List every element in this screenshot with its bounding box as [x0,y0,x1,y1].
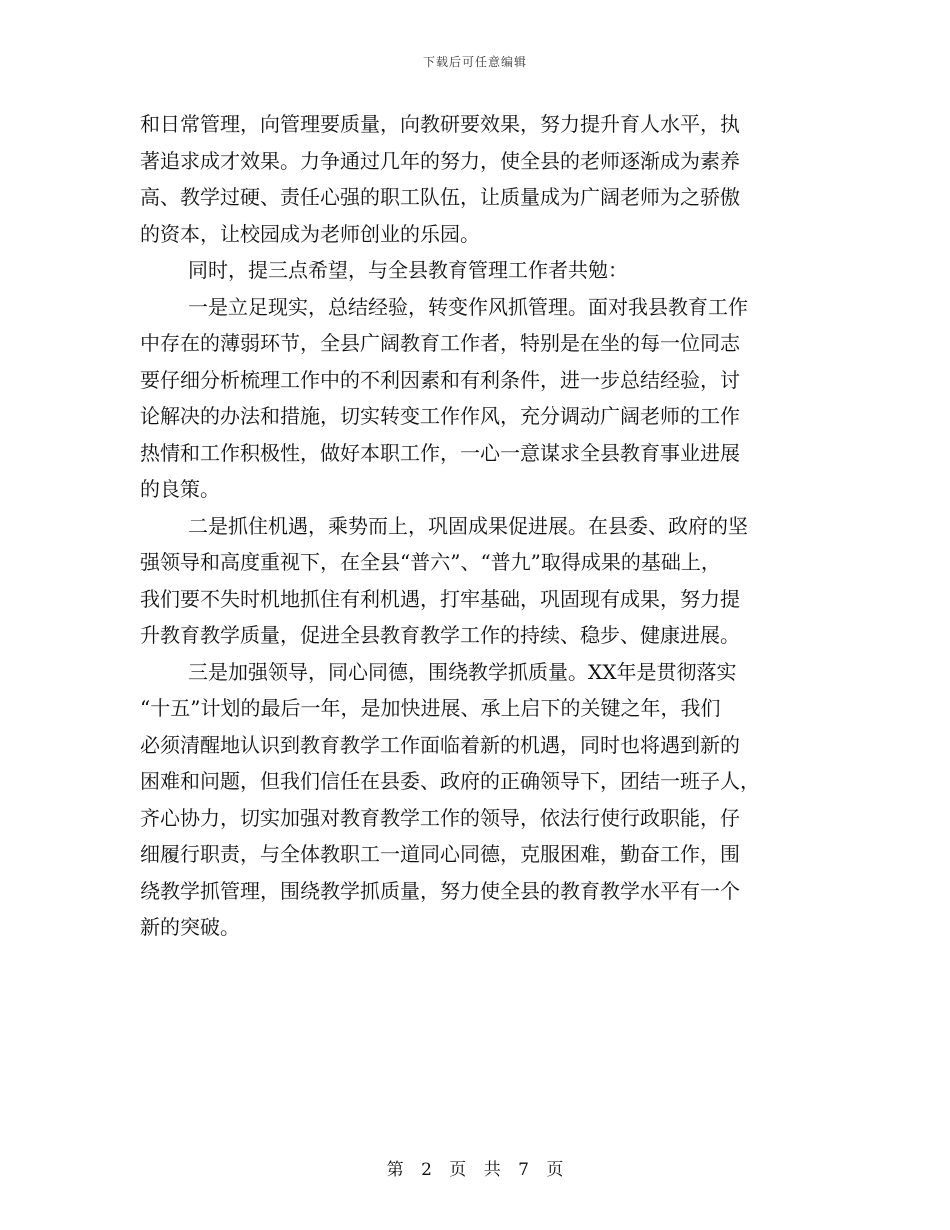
text-line: 绕教学抓管理，围绕教学抓质量，努力使全县的教育教学水平有一个 [140,878,740,903]
text-line: 困难和问题，但我们信任在县委、政府的正确领导下，团结一班子人， [140,769,760,793]
text-line: 强领导和高度重视下，在全县“普六”、“普九”取得成果的基础上， [140,550,721,574]
text-line: 同时，提三点希望，与全县教育管理工作者共勉： [188,258,628,282]
text-line: 必须清醒地认识到教育教学工作面临着新的机遇，同时也将遇到新的 [140,732,740,757]
text-line: 著追求成才效果。力争通过几年的努力，使全县的老师逐渐成为素养 [140,148,740,173]
footer-page-unit: 页 [449,1160,467,1180]
text-line: 我们要不失时机地抓住有利机遇，打牢基础，巩固现有成果，努力提 [140,586,740,611]
text-line: “十五”计划的最后一年，是加快进展、承上启下的关键之年，我们 [140,696,721,720]
text-line: 二是抓住机遇，乘势而上，巩固成果促进展。在县委、政府的坚 [188,513,748,538]
text-line: 热情和工作积极性，做好本职工作，一心一意谋求全县教育事业进展 [140,440,740,465]
footer-prefix: 第 [386,1160,404,1180]
footer-total-label: 共 [483,1160,501,1180]
page-header: 下载后可任意编辑 [422,55,527,69]
footer-current-page: 2 [421,1160,432,1180]
page-footer [0,1155,950,1180]
text-line: 和日常管理，向管理要质量，向教研要效果，努力提升育人水平，执 [140,112,740,136]
text-line: 升教育教学质量，促进全县教育教学工作的持续、稳步、健康进展。 [140,623,740,647]
document-body [140,106,805,946]
footer-total-pages: 7 [518,1160,529,1180]
text-line: 齐心协力，切实加强对教育教学工作的领导，依法行使行政职能，仔 [140,805,740,830]
text-line: 三是加强领导，同心同德，围绕教学抓质量。XX年是贯彻落实 [188,659,737,684]
text-line: 细履行职责，与全体教职工一道同心同德，克服困难，勤奋工作，围 [140,842,740,866]
text-line: 论解决的办法和措施，切实转变工作作风，充分调动广阔老师的工作 [140,404,740,428]
text-line: 高、教学过硬、责任心强的职工队伍，让质量成为广阔老师为之骄傲 [140,185,740,209]
text-line: 的良策。 [140,477,220,501]
text-line: 要仔细分析梳理工作中的不利因素和有利条件，进一步总结经验，讨 [140,367,740,392]
text-line: 中存在的薄弱环节，全县广阔教育工作者，特别是在坐的每一位同志 [140,331,740,355]
text-line: 一是立足现实，总结经验，转变作风抓管理。面对我县教育工作 [188,294,748,319]
text-line: 的资本，让校园成为老师创业的乐园。 [140,221,480,246]
text-line: 新的突破。 [140,915,240,939]
footer-suffix: 页 [546,1160,564,1180]
